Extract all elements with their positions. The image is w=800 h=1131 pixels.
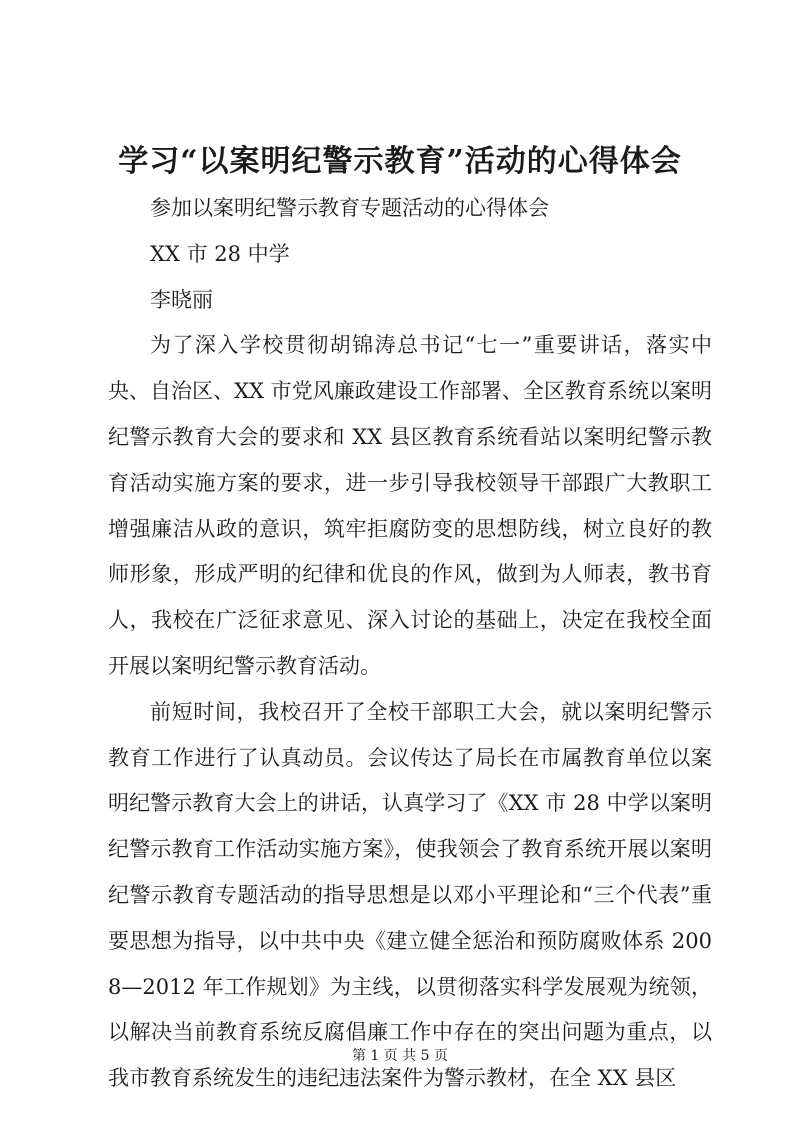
page-footer: 第 1 页 共 5 页 [351, 1048, 449, 1064]
school-line: XX 市 28 中学 [150, 241, 290, 266]
document-title: 学习“以案明纪警示教育”活动的心得体会 [118, 144, 682, 179]
document-body [108, 186, 712, 1102]
body-paragraph: 为了深入学校贯彻胡锦涛总书记“七一”重要讲话，落实中央、自治区、XX 市党风廉政建设工作部署、全区教育系统以案明纪警示教育大会的要求和 XX 县区教育系统看站以案明纪警示教育活动实施方案的要求，进一步引导我校领导干部跟广大教职工增强廉洁从政的意识，筑牢拒腐防变的思想防线，树立良好的教师形象，形成严明的纪律和优良的作风，做到为人师表，教书育人，我校在广泛征求意见、深入讨论的基础上，决定在我校全面开展以案明纪警示教育活动。 [108, 333, 712, 678]
subtitle-line: 参加以案明纪警示教育专题活动的心得体会 [150, 196, 549, 220]
body-paragraph: 前短时间，我校召开了全校干部职工大会，就以案明纪警示教育工作进行了认真动员。会议传达了局长在市属教育单位以案明纪警示教育大会上的讲话，认真学习了《XX 市 28 中学以案明纪警示教育工作活动实施方案》，使我领会了教育系统开展以案明纪警示教育专题活动的指导思想是以邓小平理论和“三个代表”重要思想为指导，以中共中央《建立健全惩治和预防腐败体系 2008—2012 年工作规划》为主线，以贯彻落实科学发展观为统领，以解决当前教育系统反腐倡廉工作中存在的突出问题为重点，以我市教育系统发生的违纪违法案件为警示教材，在全 XX 县区 [108, 699, 712, 1091]
author-line: 李晓丽 [150, 287, 213, 312]
